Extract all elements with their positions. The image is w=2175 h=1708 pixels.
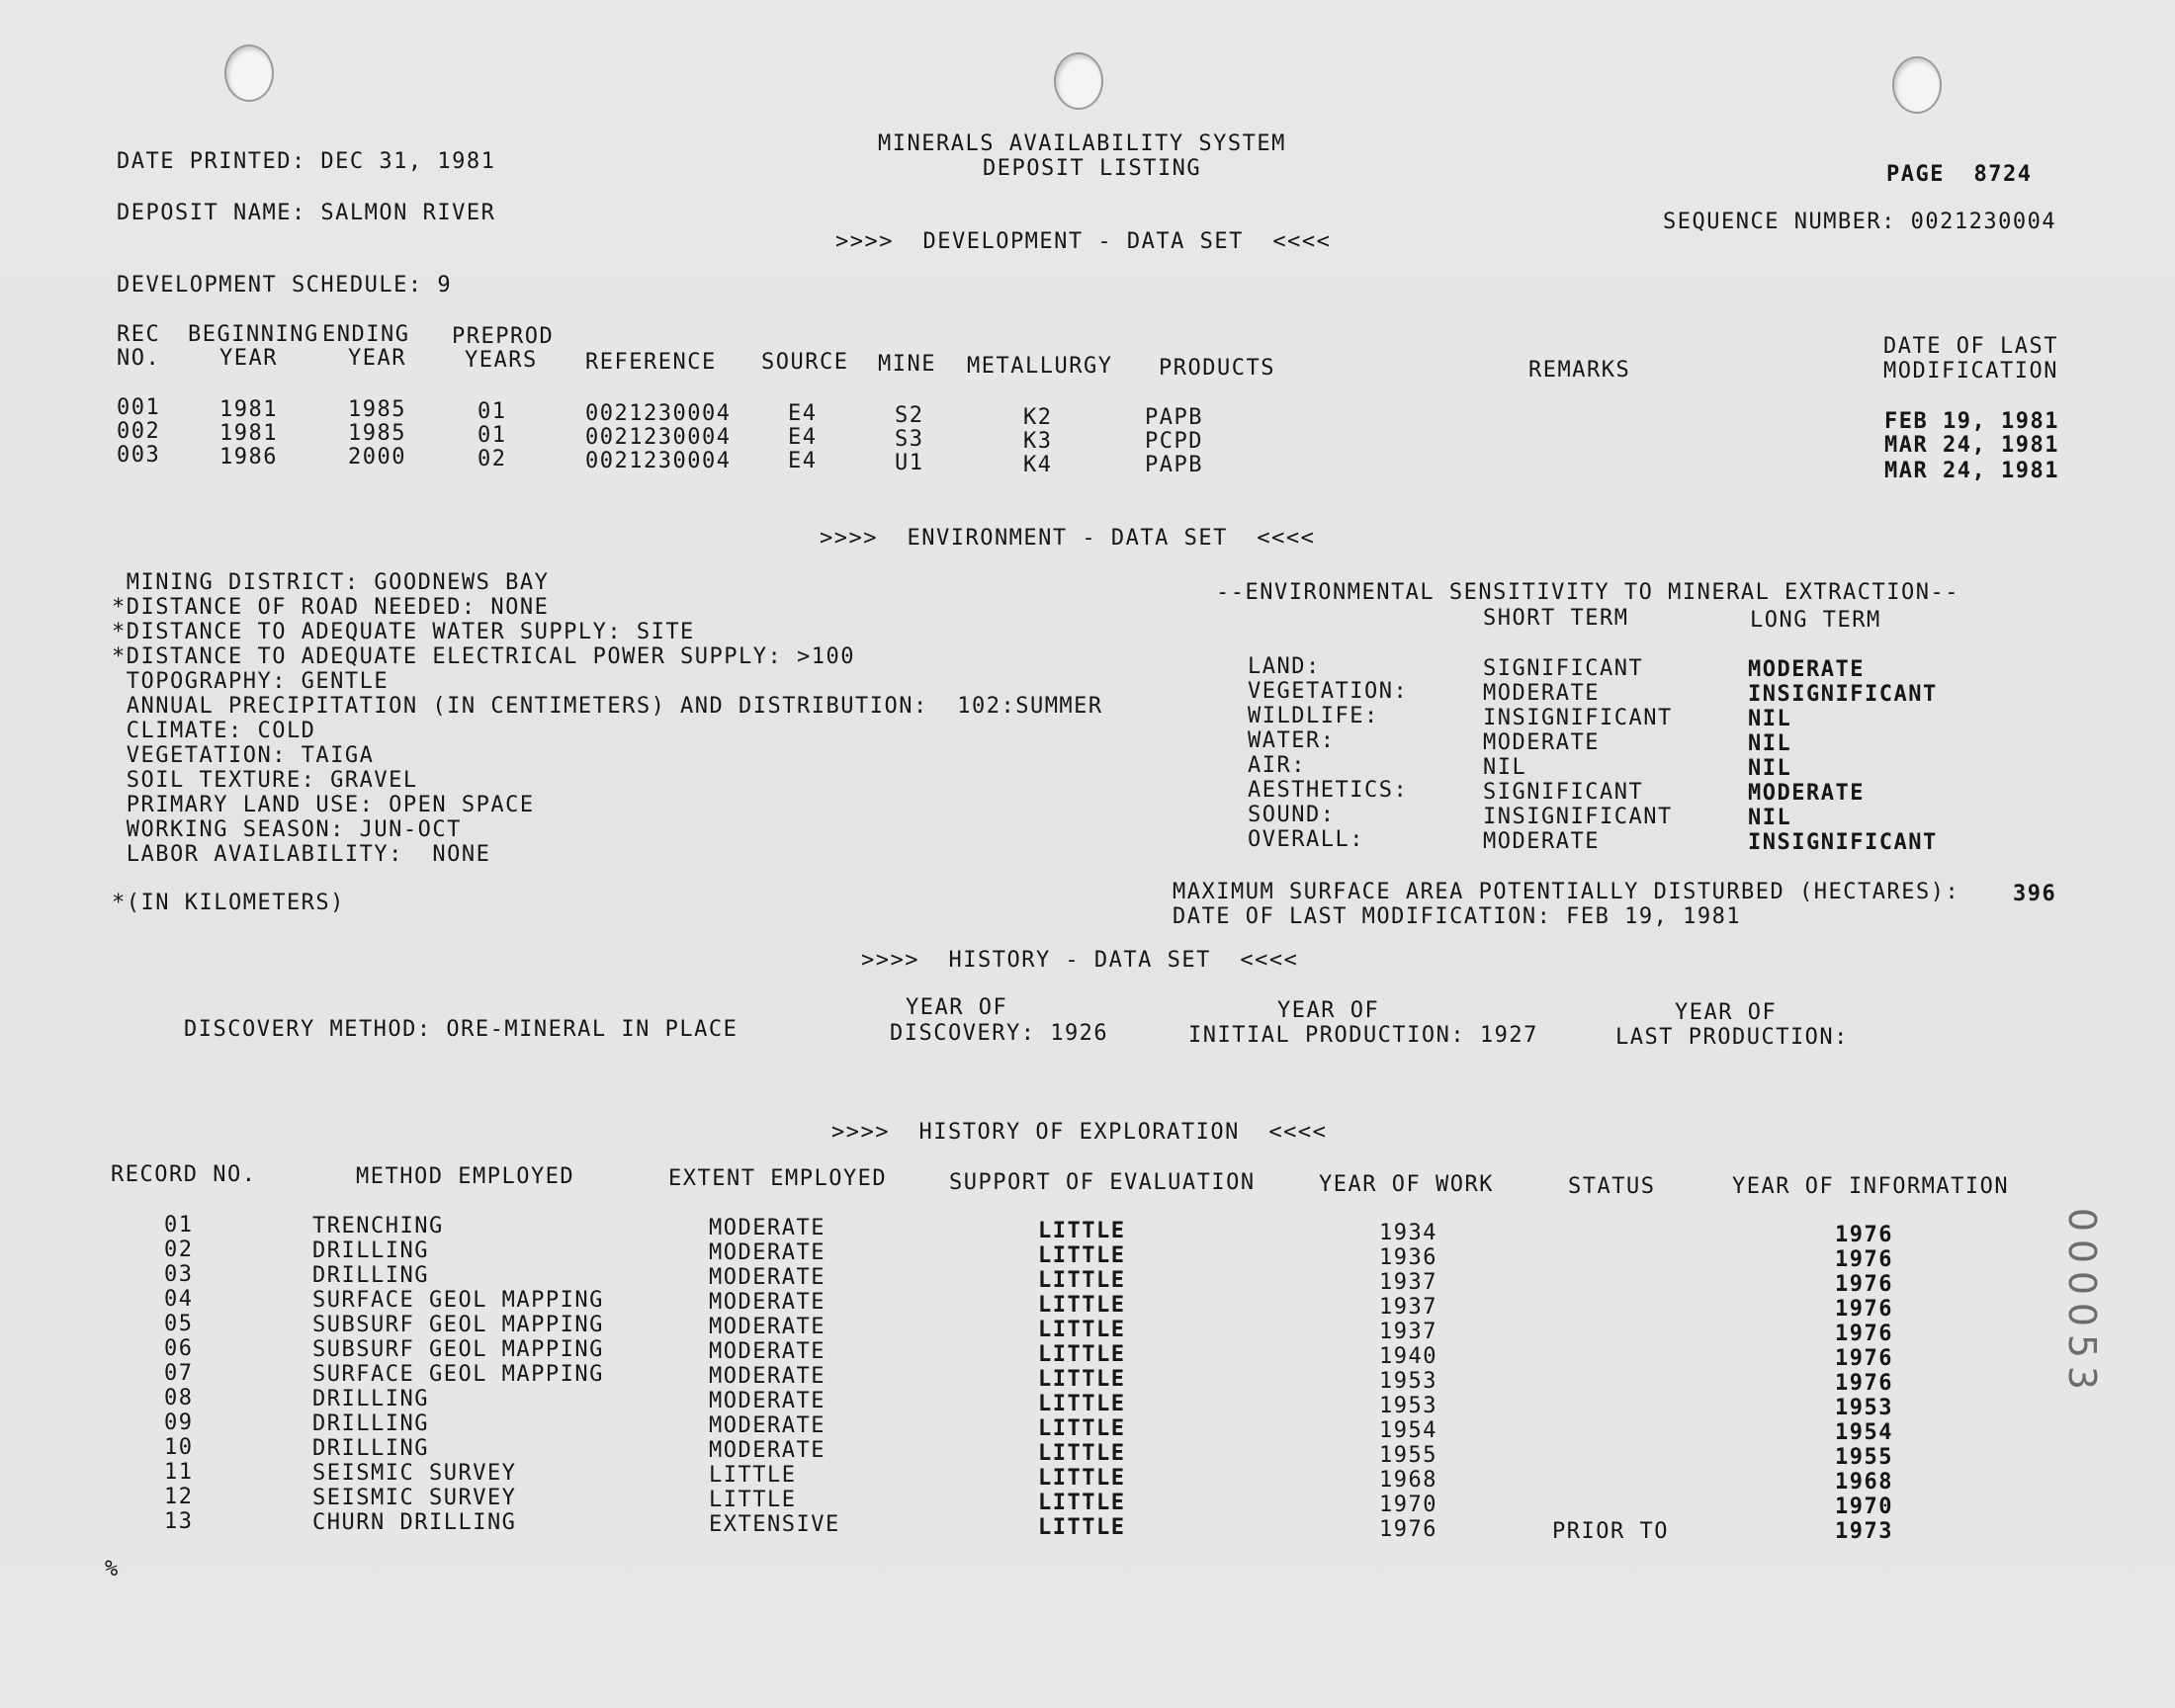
long-term-header: LONG TERM	[1750, 608, 1881, 633]
sens-long: NIL	[1748, 707, 1792, 731]
exp-year-info: 1968	[1835, 1470, 1893, 1494]
max-surface-label: MAXIMUM SURFACE AREA POTENTIALLY DISTURBED (HECTARES):	[1173, 880, 1960, 904]
sensitivity-title: --ENVIRONMENTAL SENSITIVITY TO MINERAL EXTRACTION--	[1216, 580, 1960, 605]
exp-extent: MODERATE	[709, 1364, 826, 1389]
dev-end: 2000	[348, 445, 406, 470]
exp-rec: 11	[164, 1460, 194, 1485]
col-extent-employed: EXTENT EMPLOYED	[668, 1166, 888, 1191]
exp-year-info: 1976	[1835, 1322, 1893, 1346]
dev-preprod: 02	[478, 447, 507, 471]
env-line: LABOR AVAILABILITY: NONE	[112, 842, 491, 867]
exp-rec: 07	[164, 1361, 194, 1386]
kilometers-footnote: *(IN KILOMETERS)	[112, 891, 345, 915]
col-year-of-work: YEAR OF WORK	[1319, 1172, 1494, 1197]
stamp-digit: 5	[2060, 1333, 2104, 1359]
exploration-heading: >>>> HISTORY OF EXPLORATION <<<<	[831, 1120, 1328, 1145]
exp-method: SURFACE GEOL MAPPING	[312, 1362, 604, 1387]
exp-support: LITTLE	[1038, 1441, 1126, 1466]
exp-method: DRILLING	[312, 1436, 429, 1461]
exp-year-work: 1955	[1379, 1443, 1437, 1468]
exp-year-work: 1953	[1379, 1369, 1437, 1394]
exp-year-work: 1936	[1379, 1245, 1437, 1270]
exp-status: PRIOR TO	[1552, 1519, 1669, 1544]
exp-rec: 01	[164, 1213, 194, 1238]
dev-begin: 1981	[219, 421, 278, 446]
sens-label: OVERALL:	[1248, 827, 1364, 852]
sens-short: MODERATE	[1483, 829, 1600, 854]
exp-rec: 03	[164, 1262, 194, 1287]
col-remarks: REMARKS	[1528, 358, 1631, 383]
dev-reference: 0021230004	[585, 449, 732, 473]
exp-year-info: 1955	[1835, 1445, 1893, 1470]
development-schedule: DEVELOPMENT SCHEDULE: 9	[117, 273, 453, 298]
dev-reference: 0021230004	[585, 425, 732, 450]
exp-rec: 13	[164, 1509, 194, 1534]
exp-year-work: 1970	[1379, 1493, 1437, 1517]
exp-year-info: 1976	[1835, 1297, 1893, 1322]
deposit-name: DEPOSIT NAME: SALMON RIVER	[117, 201, 496, 225]
sens-long: INSIGNIFICANT	[1748, 682, 1938, 707]
initial-production-year: INITIAL PRODUCTION: 1927	[1188, 1023, 1538, 1048]
sens-long: MODERATE	[1748, 657, 1865, 682]
dev-reference: 0021230004	[585, 401, 732, 426]
exp-year-work: 1940	[1379, 1344, 1437, 1369]
footer-percent-mark: %	[105, 1557, 120, 1581]
col-support-evaluation: SUPPORT OF EVALUATION	[949, 1170, 1256, 1195]
exp-support: LITTLE	[1038, 1342, 1126, 1367]
exp-support: LITTLE	[1038, 1515, 1126, 1540]
env-line: MINING DISTRICT: GOODNEWS BAY	[112, 570, 550, 595]
exp-extent: MODERATE	[709, 1216, 826, 1240]
system-title: MINERALS AVAILABILITY SYSTEM	[878, 131, 1286, 156]
exp-extent: MODERATE	[709, 1413, 826, 1438]
col-preprod: PREPROD	[452, 324, 555, 349]
sens-short: INSIGNIFICANT	[1483, 706, 1673, 730]
exp-method: SEISMIC SURVEY	[312, 1461, 517, 1486]
env-line: VEGETATION: TAIGA	[112, 743, 375, 768]
binder-hole-center	[1054, 52, 1103, 110]
exp-method: SEISMIC SURVEY	[312, 1486, 517, 1510]
environment-heading: >>>> ENVIRONMENT - DATA SET <<<<	[820, 526, 1316, 551]
env-line: WORKING SEASON: JUN-OCT	[112, 817, 462, 842]
exp-support: LITTLE	[1038, 1491, 1126, 1515]
exp-support: LITTLE	[1038, 1416, 1126, 1441]
stamp-digit: 3	[2060, 1365, 2104, 1391]
col-rec-no: NO.	[117, 346, 161, 371]
exp-extent: MODERATE	[709, 1315, 826, 1339]
discovery-method: DISCOVERY METHOD: ORE-MINERAL IN PLACE	[184, 1017, 739, 1042]
col-modification: MODIFICATION	[1883, 359, 2058, 384]
sens-label: WILDLIFE:	[1248, 704, 1379, 728]
stamp-digit: 0	[2060, 1270, 2104, 1296]
short-term-header: SHORT TERM	[1483, 606, 1629, 631]
exp-support: LITTLE	[1038, 1392, 1126, 1416]
binder-hole-right	[1892, 56, 1942, 114]
exp-extent: MODERATE	[709, 1290, 826, 1315]
exp-extent: LITTLE	[709, 1488, 797, 1512]
dev-date: MAR 24, 1981	[1884, 433, 2059, 458]
binder-hole-left	[224, 44, 274, 102]
exp-rec: 02	[164, 1238, 194, 1262]
sens-short: MODERATE	[1483, 681, 1600, 706]
dev-preprod: 01	[478, 423, 507, 448]
sens-long: MODERATE	[1748, 781, 1865, 806]
sens-label: LAND:	[1248, 654, 1321, 679]
exp-support: LITTLE	[1038, 1367, 1126, 1392]
sens-label: AESTHETICS:	[1248, 778, 1409, 803]
exp-extent: LITTLE	[709, 1463, 797, 1488]
date-printed: DATE PRINTED: DEC 31, 1981	[117, 149, 496, 174]
exp-method: TRENCHING	[312, 1214, 444, 1238]
col-date-of-last: DATE OF LAST	[1883, 334, 2058, 359]
dev-source: E4	[788, 425, 818, 450]
dev-date: MAR 24, 1981	[1884, 459, 2059, 483]
exp-year-info: 1976	[1835, 1371, 1893, 1396]
exp-method: SUBSURF GEOL MAPPING	[312, 1337, 604, 1362]
last-production-year: LAST PRODUCTION:	[1615, 1025, 1849, 1050]
stamp-digit: 0	[2060, 1302, 2104, 1327]
dev-products: PAPB	[1145, 453, 1203, 477]
sens-long: NIL	[1748, 756, 1792, 781]
exp-year-work: 1937	[1379, 1295, 1437, 1320]
exp-support: LITTLE	[1038, 1219, 1126, 1243]
exp-year-work: 1937	[1379, 1270, 1437, 1295]
dev-metallurgy: K3	[1023, 429, 1053, 454]
sens-label: WATER:	[1248, 728, 1336, 753]
sens-long: NIL	[1748, 731, 1792, 756]
col-products: PRODUCTS	[1159, 356, 1275, 381]
sens-long: INSIGNIFICANT	[1748, 830, 1938, 855]
exp-year-info: 1953	[1835, 1396, 1893, 1420]
exp-extent: MODERATE	[709, 1389, 826, 1413]
exp-rec: 05	[164, 1312, 194, 1336]
environment-date-modified: DATE OF LAST MODIFICATION: FEB 19, 1981	[1173, 904, 1742, 929]
col-record-no: RECORD NO.	[111, 1162, 257, 1187]
exp-year-info: 1976	[1835, 1247, 1893, 1272]
sens-label: SOUND:	[1248, 803, 1336, 827]
dev-products: PCPD	[1145, 429, 1203, 454]
dev-preprod: 01	[478, 399, 507, 424]
max-surface-value: 396	[2013, 882, 2057, 906]
exp-rec: 09	[164, 1410, 194, 1435]
sens-short: INSIGNIFICANT	[1483, 805, 1673, 829]
exp-rec: 10	[164, 1435, 194, 1460]
exp-method: DRILLING	[312, 1238, 429, 1263]
exp-year-info: 1976	[1835, 1272, 1893, 1297]
env-line: ANNUAL PRECIPITATION (IN CENTIMETERS) AND DISTRIBUTION: 102:SUMMER	[112, 694, 1103, 719]
exp-method: DRILLING	[312, 1263, 429, 1288]
dev-metallurgy: K2	[1023, 405, 1053, 430]
exp-extent: EXTENSIVE	[709, 1512, 840, 1537]
exp-rec: 08	[164, 1386, 194, 1410]
year-of-last-label: YEAR OF	[1675, 1000, 1778, 1025]
year-of-discovery-label: YEAR OF	[906, 995, 1008, 1020]
col-ending-year: YEAR	[348, 346, 406, 371]
exp-support: LITTLE	[1038, 1268, 1126, 1293]
col-beginning: BEGINNING	[188, 322, 319, 347]
dev-products: PAPB	[1145, 405, 1203, 430]
sens-label: AIR:	[1248, 753, 1306, 778]
dev-rec: 002	[117, 419, 161, 444]
dev-metallurgy: K4	[1023, 453, 1053, 477]
exp-method: SUBSURF GEOL MAPPING	[312, 1313, 604, 1337]
exp-method: CHURN DRILLING	[312, 1510, 517, 1535]
dev-source: E4	[788, 401, 818, 426]
exp-support: LITTLE	[1038, 1293, 1126, 1318]
dev-mine: U1	[895, 451, 924, 475]
archive-stamp-number	[2062, 1204, 2102, 1394]
exp-year-work: 1937	[1379, 1320, 1437, 1344]
exp-year-info: 1976	[1835, 1346, 1893, 1371]
listing-title: DEPOSIT LISTING	[983, 156, 1202, 181]
stamp-digit: 0	[2060, 1238, 2104, 1264]
env-line: SOIL TEXTURE: GRAVEL	[112, 768, 418, 793]
exp-method: SURFACE GEOL MAPPING	[312, 1288, 604, 1313]
col-beginning-year: YEAR	[219, 346, 278, 371]
exp-year-work: 1934	[1379, 1221, 1437, 1245]
exp-extent: MODERATE	[709, 1240, 826, 1265]
sequence-number: SEQUENCE NUMBER: 0021230004	[1663, 210, 2057, 234]
env-line: *DISTANCE OF ROAD NEEDED: NONE	[112, 595, 550, 620]
col-rec: REC	[117, 322, 161, 347]
sens-long: NIL	[1748, 806, 1792, 830]
env-line: *DISTANCE TO ADEQUATE WATER SUPPLY: SITE	[112, 620, 695, 644]
exp-year-work: 1976	[1379, 1517, 1437, 1542]
sens-short: SIGNIFICANT	[1483, 656, 1644, 681]
dev-source: E4	[788, 449, 818, 473]
exp-year-info: 1976	[1835, 1223, 1893, 1247]
exp-support: LITTLE	[1038, 1243, 1126, 1268]
dev-rec: 001	[117, 395, 161, 420]
exp-method: DRILLING	[312, 1411, 429, 1436]
dev-begin: 1986	[219, 445, 278, 470]
development-heading: >>>> DEVELOPMENT - DATA SET <<<<	[835, 229, 1332, 254]
page-number: PAGE 8724	[1886, 162, 2033, 187]
col-ending: ENDING	[322, 322, 410, 347]
col-year-of-information: YEAR OF INFORMATION	[1732, 1174, 2010, 1199]
dev-date: FEB 19, 1981	[1884, 409, 2059, 434]
col-method-employed: METHOD EMPLOYED	[356, 1164, 575, 1189]
exp-year-work: 1954	[1379, 1418, 1437, 1443]
sens-short: MODERATE	[1483, 730, 1600, 755]
dev-end: 1985	[348, 421, 406, 446]
col-source: SOURCE	[761, 350, 849, 375]
exp-year-info: 1970	[1835, 1494, 1893, 1519]
col-status: STATUS	[1568, 1174, 1656, 1199]
col-preprod-years: YEARS	[465, 348, 538, 373]
col-metallurgy: METALLURGY	[967, 354, 1113, 379]
stamp-digit: 0	[2060, 1207, 2104, 1233]
dev-end: 1985	[348, 397, 406, 422]
exp-year-info: 1954	[1835, 1420, 1893, 1445]
exp-extent: MODERATE	[709, 1265, 826, 1290]
exp-extent: MODERATE	[709, 1438, 826, 1463]
dev-mine: S3	[895, 427, 924, 452]
exp-support: LITTLE	[1038, 1318, 1126, 1342]
env-line: CLIMATE: COLD	[112, 719, 316, 743]
col-mine: MINE	[878, 352, 936, 377]
discovery-year: DISCOVERY: 1926	[890, 1021, 1109, 1046]
env-line: PRIMARY LAND USE: OPEN SPACE	[112, 793, 535, 817]
exp-method: DRILLING	[312, 1387, 429, 1411]
year-of-initial-label: YEAR OF	[1277, 998, 1380, 1023]
dev-mine: S2	[895, 403, 924, 428]
exp-year-info: 1973	[1835, 1519, 1893, 1544]
col-reference: REFERENCE	[585, 350, 717, 375]
exp-rec: 12	[164, 1485, 194, 1509]
exp-year-work: 1968	[1379, 1468, 1437, 1493]
history-heading: >>>> HISTORY - DATA SET <<<<	[861, 948, 1299, 973]
dev-rec: 003	[117, 443, 161, 468]
env-line: *DISTANCE TO ADEQUATE ELECTRICAL POWER SUPPLY: >100	[112, 644, 856, 669]
sens-short: SIGNIFICANT	[1483, 780, 1644, 805]
exp-support: LITTLE	[1038, 1466, 1126, 1491]
exp-year-work: 1953	[1379, 1394, 1437, 1418]
exp-rec: 04	[164, 1287, 194, 1312]
sens-label: VEGETATION:	[1248, 679, 1409, 704]
exp-rec: 06	[164, 1336, 194, 1361]
env-line: TOPOGRAPHY: GENTLE	[112, 669, 390, 694]
exp-extent: MODERATE	[709, 1339, 826, 1364]
dev-begin: 1981	[219, 397, 278, 422]
sens-short: NIL	[1483, 755, 1527, 780]
